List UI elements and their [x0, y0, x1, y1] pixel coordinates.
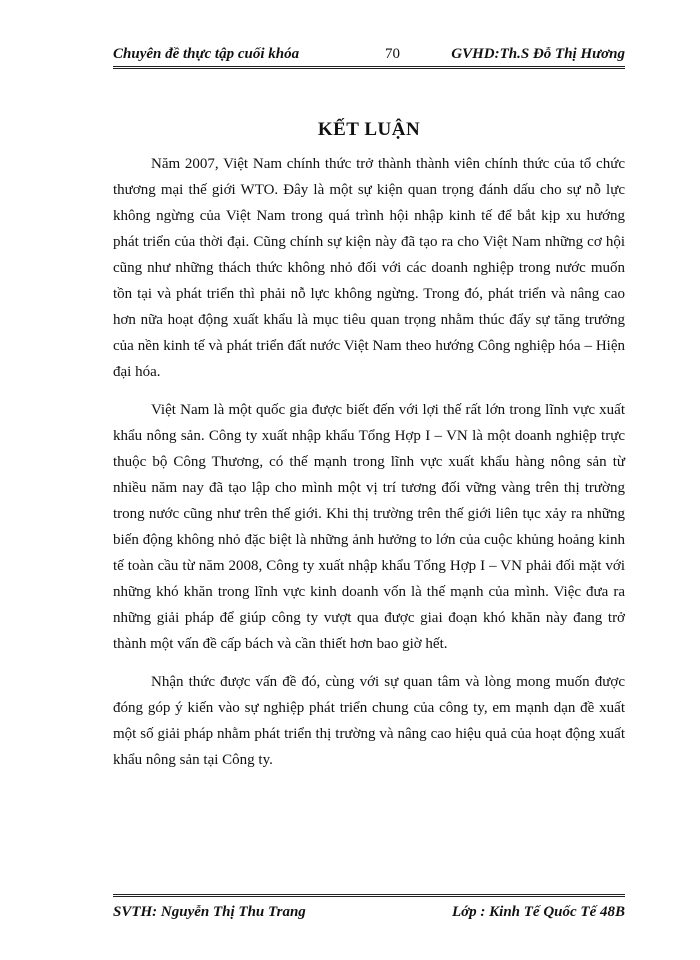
footer-student: SVTH: Nguyễn Thị Thu Trang: [113, 904, 306, 920]
page-header: [113, 40, 625, 69]
paragraph: Nhận thức được vấn đề đó, cùng với sự quan tâm và lòng mong muốn được đóng góp ý kiến vào sự nghiệp phát triển chung của công ty, em mạnh dạn đề xuất một số giải pháp nhằm phát triển thị trường và nâng cao hiệu quả của hoạt động xuất khẩu nông sản tại Công ty.: [113, 674, 625, 768]
paragraph: Năm 2007, Việt Nam chính thức trở thành thành viên chính thức của tổ chức thương mại thế giới WTO. Đây là một sự kiện quan trọng đánh dấu cho sự nỗ lực không ngừng của Việt Nam trong quá trình hội nhập kinh tế để bắt kịp xu hướng phát triển của thời đại. Cũng chính sự kiện này đã tạo ra cho Việt Nam những cơ hội cũng như những thách thức không nhỏ đối với các doanh nghiệp trong nước muốn tồn tại và phát triển thì phải nỗ lực không ngừng. Trong đó, phát triển và nâng cao hơn nữa hoạt động xuất khẩu là mục tiêu quan trọng nhằm thúc đẩy sự tăng trưởng của nền kinh tế và phát triển đất nước Việt Nam theo hướng Công nghiệp hóa – Hiện đại hóa.: [113, 156, 625, 380]
page-footer: [113, 894, 625, 923]
conclusion-body: [113, 151, 625, 785]
paragraph: Việt Nam là một quốc gia được biết đến với lợi thế rất lớn trong lĩnh vực xuất khẩu nông sản. Công ty xuất nhập khẩu Tổng Hợp I – VN là một doanh nghiệp trực thuộc bộ Công Thương, có thế mạnh trong lĩnh vực xuất khẩu hàng nông sản từ nhiều năm nay đã tạo lập cho mình một vị trí tương đối vững vàng trên thị trường trong nước cũng như trên thế giới. Khi thị trường trên thế giới liên tục xảy ra những biến động không nhỏ đặc biệt là những ảnh hưởng to lớn của cuộc khủng hoảng kinh tế toàn cầu từ năm 2008, Công ty xuất nhập khẩu Tổng Hợp I – VN phải đối mặt với những khó khăn trong lĩnh vực kinh doanh vốn là thế mạnh của mình. Việc đưa ra những giải pháp để giúp công ty vượt qua được giai đoạn khó khăn này đang trở thành một vấn đề cấp bách và cần thiết hơn bao giờ hết.: [113, 402, 625, 652]
header-supervisor: GVHD:Th.S Đỗ Thị Hương: [451, 46, 625, 62]
section-title: KẾT LUẬN: [317, 119, 421, 140]
header-report-title: Chuyên đề thực tập cuối khóa: [113, 46, 300, 62]
footer-class: Lớp : Kinh Tế Quốc Tế 48B: [451, 904, 625, 920]
page-number: 70: [385, 46, 400, 62]
